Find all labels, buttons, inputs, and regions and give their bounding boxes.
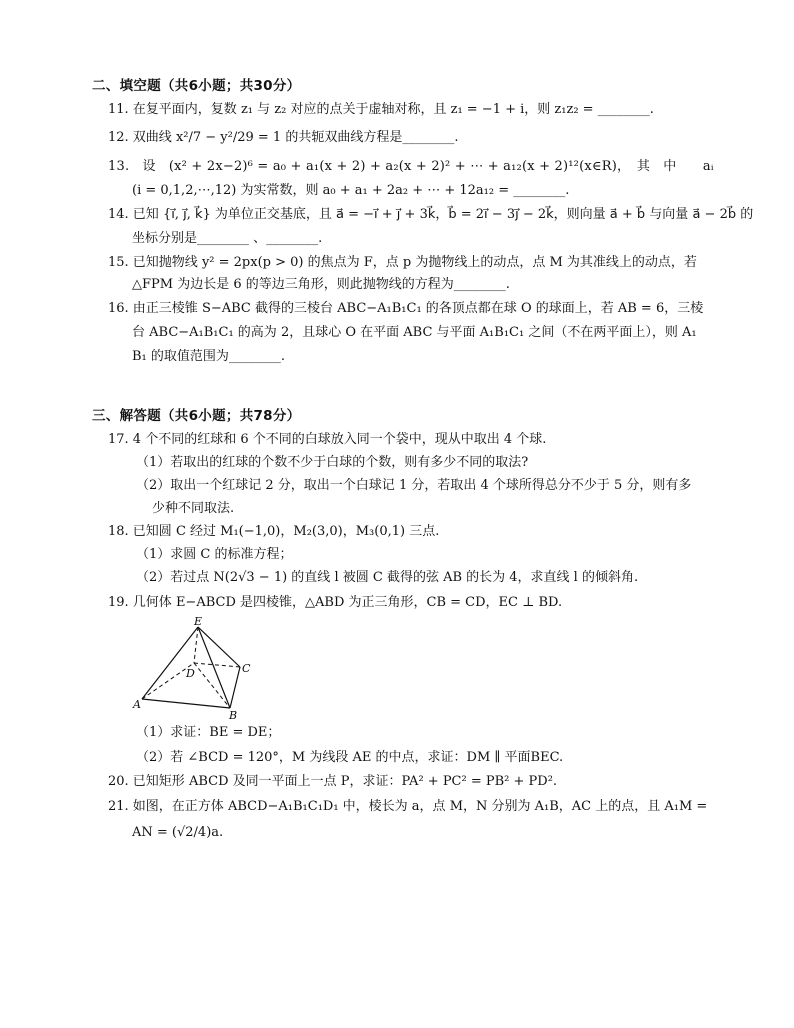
section-title-fill-in: 二、填空题（共6小题；共30分） [92, 78, 301, 94]
question-18: 18. 已知圆 C 经过 M₁(−1,0)，M₂(3,0)，M₃(0,1) 三点. [108, 524, 440, 539]
question-17-part1: （1）若取出的红球的个数不少于白球的个数，则有多少不同的取法? [136, 455, 529, 470]
question-19-part2: （2）若 ∠BCD = 120°，M 为线段 AE 的中点，求证：DM ∥ 平面BEC. [136, 750, 564, 765]
question-18-part2: （2）若过点 N(2√3 − 1) 的直线 l 被圆 C 截得的弦 AB 的长为 4，求直线 l 的倾斜角. [136, 570, 639, 585]
question-13: 13. 设 (x² + 2x−2)⁶ = a₀ + a₁(x + 2) + a₂(x + 2)² + ⋯ + a₁₂(x + 2)¹²(x∈R)， 其 中 aᵢ [108, 159, 714, 174]
question-19-part1: （1）求证：BE = DE； [136, 725, 281, 740]
edge-BC [230, 667, 240, 708]
question-17: 17. 4 个不同的红球和 6 个不同的白球放入同一个袋中，现从中取出 4 个球. [108, 432, 547, 447]
question-19: 19. 几何体 E−ABCD 是四棱锥，△ABD 为正三角形，CB = CD，EC ⊥ BD. [108, 595, 563, 610]
label-D: D [186, 667, 195, 680]
question-12: 12. 双曲线 x²/7 − y²/29 = 1 的共轭双曲线方程是________. [108, 130, 459, 145]
question-14: 14. 已知 {i⃗, j⃗, k⃗} 为单位正交基底，且 a⃗ = −i⃗ + j⃗ + 3k⃗，b⃗ = 2i⃗ − 3j⃗ − 2k⃗，则向量 a⃗ + b⃗ 与向量 a⃗ − 2b⃗ 的 [108, 207, 754, 222]
question-13-cont: (i = 0,1,2,⋯,12) 为实常数，则 a₀ + a₁ + 2a₂ + ⋯ + 12a₁₂ = ________. [132, 183, 570, 198]
question-16-cont: 台 ABC−A₁B₁C₁ 的高为 2，且球心 O 在平面 ABC 与平面 A₁B₁C₁ 之间（不在两平面上），则 A₁ [132, 325, 697, 340]
edge-ED [194, 627, 198, 663]
question-21: 21. 如图，在正方体 ABCD−A₁B₁C₁D₁ 中，棱长为 a，点 M，N 分别为 A₁B，AC 上的点，且 A₁M = [108, 799, 708, 814]
question-18-part1: （1）求圆 C 的标准方程； [136, 547, 293, 562]
edge-AB [142, 699, 230, 708]
question-15-cont: △FPM 为边长是 6 的等边三角形，则此抛物线的方程为________. [132, 277, 510, 292]
question-17-part2: （2）取出一个红球记 2 分，取出一个白球记 1 分，若取出 4 个球所得总分不少于 5 分，则有多 [136, 478, 692, 493]
edge-DC [194, 663, 240, 667]
edge-EA [142, 627, 198, 699]
question-16: 16. 由正三棱锥 S−ABC 截得的三棱台 ABC−A₁B₁C₁ 的各顶点都在球 O 的球面上，若 AB = 6，三棱 [108, 301, 704, 316]
label-B: B [229, 709, 238, 720]
label-C: C [242, 662, 251, 675]
question-14-cont: 坐标分别是________ 、________. [132, 231, 323, 246]
edge-DB [194, 663, 230, 708]
question-21-cont: AN = (√2/4)a. [132, 825, 224, 840]
question-20: 20. 已知矩形 ABCD 及同一平面上一点 P，求证：PA² + PC² = PB² + PD². [108, 774, 558, 789]
pyramid-figure [130, 615, 260, 720]
edge-EC [198, 627, 240, 667]
label-E: E [194, 615, 203, 628]
question-11: 11. 在复平面内，复数 z₁ 与 z₂ 对应的点关于虚轴对称，且 z₁ = −1 + i，则 z₁z₂ = ________. [108, 102, 654, 117]
question-17-part2-cont: 少种不同取法. [152, 501, 235, 516]
edge-EB [198, 627, 230, 708]
question-16-cont2: B₁ 的取值范围为________. [132, 349, 286, 364]
section-title-solutions: 三、解答题（共6小题；共78分） [92, 408, 301, 424]
label-A: A [133, 698, 141, 711]
question-15: 15. 已知抛物线 y² = 2px(p > 0) 的焦点为 F，点 p 为抛物线上的动点，点 M 为其准线上的动点，若 [108, 255, 697, 270]
